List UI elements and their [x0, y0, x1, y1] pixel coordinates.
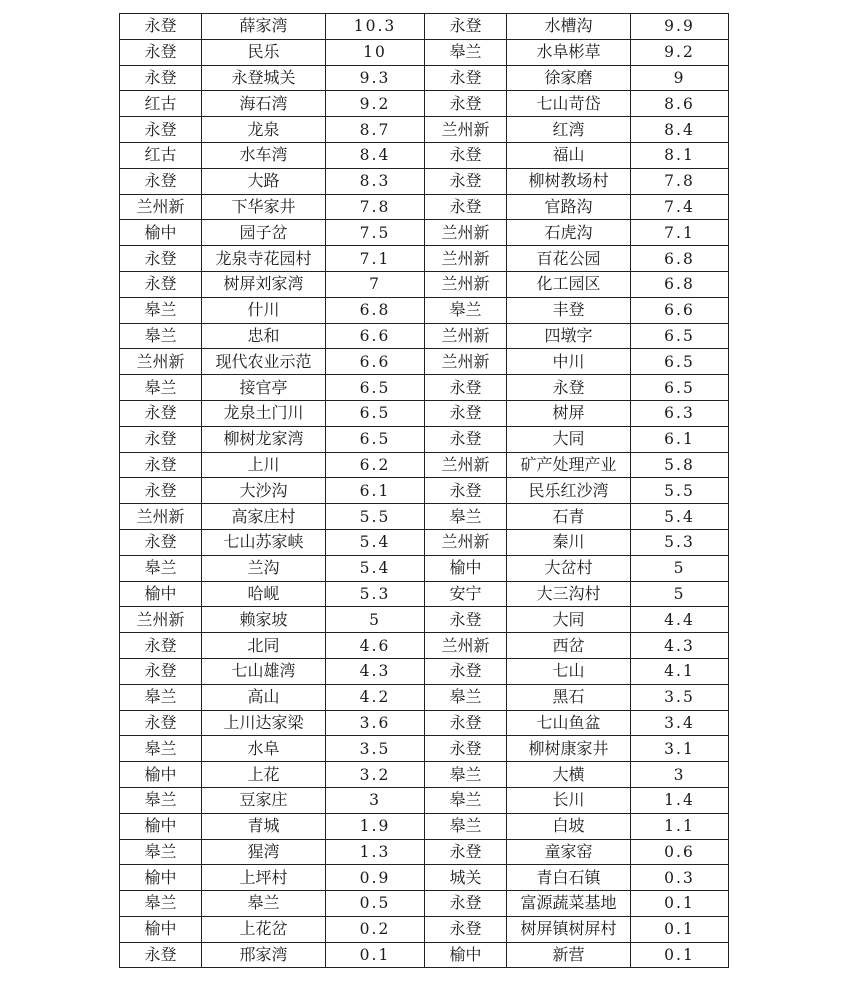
cell-value-right: 3 [631, 762, 729, 788]
cell-site-right: 永登 [507, 375, 631, 401]
cell-district-left: 永登 [120, 246, 202, 272]
cell-value-left: 6.6 [326, 323, 425, 349]
cell-site-left: 上花岔 [202, 916, 326, 942]
table-row [120, 633, 729, 659]
cell-value-right: 6.5 [631, 375, 729, 401]
table-row [120, 555, 729, 581]
cell-site-left: 永登城关 [202, 65, 326, 91]
cell-value-right: 0.1 [631, 891, 729, 917]
cell-district-left: 兰州新 [120, 194, 202, 220]
table-row [120, 117, 729, 143]
cell-site-left: 北同 [202, 633, 326, 659]
cell-value-left: 6.1 [326, 478, 425, 504]
cell-value-right: 0.1 [631, 942, 729, 968]
cell-site-right: 四墩字 [507, 323, 631, 349]
cell-district-left: 永登 [120, 426, 202, 452]
cell-value-right: 1.1 [631, 813, 729, 839]
cell-value-right: 3.1 [631, 736, 729, 762]
table-row [120, 607, 729, 633]
cell-site-left: 接官亭 [202, 375, 326, 401]
cell-value-right: 6.5 [631, 323, 729, 349]
table-row [120, 762, 729, 788]
table-row [120, 65, 729, 91]
cell-district-left: 皋兰 [120, 684, 202, 710]
cell-value-left: 4.6 [326, 633, 425, 659]
cell-site-right: 白坡 [507, 813, 631, 839]
cell-value-left: 7 [326, 271, 425, 297]
cell-site-left: 海石湾 [202, 91, 326, 117]
cell-district-right: 皋兰 [425, 787, 507, 813]
table-row [120, 452, 729, 478]
cell-value-right: 6.3 [631, 400, 729, 426]
cell-site-right: 新营 [507, 942, 631, 968]
cell-site-right: 树屏 [507, 400, 631, 426]
cell-value-left: 6.5 [326, 375, 425, 401]
cell-site-right: 黑石 [507, 684, 631, 710]
cell-district-right: 榆中 [425, 942, 507, 968]
cell-value-left: 3.5 [326, 736, 425, 762]
cell-site-right: 树屏镇树屏村 [507, 916, 631, 942]
cell-site-left: 薛家湾 [202, 14, 326, 40]
cell-district-right: 兰州新 [425, 271, 507, 297]
table-row [120, 426, 729, 452]
cell-site-right: 中川 [507, 349, 631, 375]
cell-value-right: 9 [631, 65, 729, 91]
cell-district-right: 皋兰 [425, 297, 507, 323]
cell-site-left: 上花 [202, 762, 326, 788]
table-body [120, 14, 729, 968]
cell-site-left: 七山雄湾 [202, 658, 326, 684]
cell-site-left: 柳树龙家湾 [202, 426, 326, 452]
cell-value-right: 5.5 [631, 478, 729, 504]
cell-district-right: 皋兰 [425, 504, 507, 530]
table-row [120, 400, 729, 426]
cell-site-right: 大同 [507, 426, 631, 452]
cell-site-right: 富源蔬菜基地 [507, 891, 631, 917]
cell-site-right: 丰登 [507, 297, 631, 323]
cell-site-left: 高家庄村 [202, 504, 326, 530]
cell-value-left: 8.3 [326, 168, 425, 194]
cell-value-right: 0.3 [631, 865, 729, 891]
document-sheet [119, 13, 729, 968]
cell-value-left: 5.4 [326, 555, 425, 581]
cell-value-right: 9.2 [631, 39, 729, 65]
cell-site-left: 龙泉寺花园村 [202, 246, 326, 272]
cell-district-right: 永登 [425, 194, 507, 220]
cell-site-left: 青城 [202, 813, 326, 839]
cell-district-left: 永登 [120, 168, 202, 194]
cell-site-right: 柳树教场村 [507, 168, 631, 194]
cell-district-left: 永登 [120, 400, 202, 426]
table-row [120, 14, 729, 40]
cell-district-right: 安宁 [425, 581, 507, 607]
cell-value-left: 5.3 [326, 581, 425, 607]
cell-value-right: 6.8 [631, 246, 729, 272]
cell-value-right: 5.8 [631, 452, 729, 478]
table-row [120, 684, 729, 710]
cell-site-left: 什川 [202, 297, 326, 323]
cell-value-right: 7.4 [631, 194, 729, 220]
cell-district-left: 永登 [120, 39, 202, 65]
cell-site-left: 猩湾 [202, 839, 326, 865]
cell-site-right: 大横 [507, 762, 631, 788]
cell-value-left: 0.1 [326, 942, 425, 968]
table-row [120, 710, 729, 736]
table-row [120, 865, 729, 891]
cell-district-right: 永登 [425, 607, 507, 633]
cell-value-right: 1.4 [631, 787, 729, 813]
table-row [120, 297, 729, 323]
cell-district-right: 兰州新 [425, 349, 507, 375]
cell-site-right: 七山鱼盆 [507, 710, 631, 736]
cell-site-left: 忠和 [202, 323, 326, 349]
cell-value-left: 5.5 [326, 504, 425, 530]
cell-district-left: 永登 [120, 633, 202, 659]
cell-value-right: 3.5 [631, 684, 729, 710]
cell-site-left: 上川 [202, 452, 326, 478]
table-row [120, 323, 729, 349]
cell-value-right: 4.3 [631, 633, 729, 659]
cell-district-left: 红古 [120, 91, 202, 117]
cell-district-right: 永登 [425, 400, 507, 426]
cell-site-right: 石青 [507, 504, 631, 530]
cell-district-left: 永登 [120, 117, 202, 143]
cell-value-left: 5.4 [326, 529, 425, 555]
cell-site-left: 上川达家梁 [202, 710, 326, 736]
cell-district-left: 永登 [120, 271, 202, 297]
cell-district-right: 皋兰 [425, 684, 507, 710]
cell-site-left: 大路 [202, 168, 326, 194]
cell-district-left: 榆中 [120, 865, 202, 891]
cell-district-left: 榆中 [120, 813, 202, 839]
cell-district-right: 兰州新 [425, 633, 507, 659]
cell-value-right: 8.4 [631, 117, 729, 143]
cell-site-right: 西岔 [507, 633, 631, 659]
cell-district-right: 榆中 [425, 555, 507, 581]
cell-value-left: 6.5 [326, 400, 425, 426]
cell-site-left: 园子岔 [202, 220, 326, 246]
cell-district-right: 兰州新 [425, 246, 507, 272]
cell-district-left: 榆中 [120, 220, 202, 246]
cell-district-left: 永登 [120, 710, 202, 736]
cell-site-left: 大沙沟 [202, 478, 326, 504]
cell-value-right: 5.3 [631, 529, 729, 555]
cell-district-left: 皋兰 [120, 787, 202, 813]
cell-district-right: 兰州新 [425, 529, 507, 555]
cell-district-left: 皋兰 [120, 297, 202, 323]
cell-value-right: 6.6 [631, 297, 729, 323]
cell-site-left: 现代农业示范 [202, 349, 326, 375]
cell-district-right: 永登 [425, 168, 507, 194]
cell-site-right: 大同 [507, 607, 631, 633]
cell-value-left: 1.3 [326, 839, 425, 865]
cell-site-right: 民乐红沙湾 [507, 478, 631, 504]
cell-district-right: 永登 [425, 891, 507, 917]
cell-district-right: 永登 [425, 65, 507, 91]
cell-site-right: 矿产处理产业 [507, 452, 631, 478]
table-row [120, 839, 729, 865]
cell-site-right: 水阜彬草 [507, 39, 631, 65]
cell-value-left: 5 [326, 607, 425, 633]
cell-district-right: 皋兰 [425, 813, 507, 839]
cell-value-right: 8.6 [631, 91, 729, 117]
cell-district-left: 永登 [120, 65, 202, 91]
cell-value-left: 7.8 [326, 194, 425, 220]
cell-district-left: 兰州新 [120, 607, 202, 633]
table-row [120, 504, 729, 530]
cell-site-left: 皋兰 [202, 891, 326, 917]
cell-district-left: 永登 [120, 658, 202, 684]
cell-value-right: 3.4 [631, 710, 729, 736]
cell-site-left: 龙泉土门川 [202, 400, 326, 426]
cell-district-right: 城关 [425, 865, 507, 891]
cell-value-left: 3.2 [326, 762, 425, 788]
cell-site-right: 大岔村 [507, 555, 631, 581]
cell-site-right: 官路沟 [507, 194, 631, 220]
table-row [120, 529, 729, 555]
cell-value-right: 5 [631, 581, 729, 607]
cell-site-left: 赖家坡 [202, 607, 326, 633]
cell-value-left: 0.9 [326, 865, 425, 891]
cell-site-right: 化工园区 [507, 271, 631, 297]
cell-site-right: 青白石镇 [507, 865, 631, 891]
cell-site-left: 高山 [202, 684, 326, 710]
cell-district-right: 皋兰 [425, 762, 507, 788]
table-row [120, 787, 729, 813]
table-row [120, 271, 729, 297]
table-row [120, 91, 729, 117]
cell-site-right: 七山苛岱 [507, 91, 631, 117]
cell-value-left: 9.3 [326, 65, 425, 91]
cell-district-right: 永登 [425, 142, 507, 168]
table-row [120, 39, 729, 65]
cell-value-right: 6.5 [631, 349, 729, 375]
table-row [120, 220, 729, 246]
table-row [120, 916, 729, 942]
cell-value-right: 7.1 [631, 220, 729, 246]
cell-district-left: 榆中 [120, 581, 202, 607]
cell-district-left: 榆中 [120, 762, 202, 788]
cell-value-left: 8.7 [326, 117, 425, 143]
cell-district-right: 永登 [425, 916, 507, 942]
cell-value-right: 5 [631, 555, 729, 581]
cell-district-left: 皋兰 [120, 555, 202, 581]
cell-district-right: 永登 [425, 426, 507, 452]
cell-value-left: 10.3 [326, 14, 425, 40]
cell-district-right: 兰州新 [425, 452, 507, 478]
cell-district-left: 红古 [120, 142, 202, 168]
cell-site-left: 龙泉 [202, 117, 326, 143]
cell-site-right: 石虎沟 [507, 220, 631, 246]
cell-value-left: 4.3 [326, 658, 425, 684]
cell-value-right: 9.9 [631, 14, 729, 40]
table-row [120, 194, 729, 220]
cell-district-right: 永登 [425, 91, 507, 117]
cell-district-right: 永登 [425, 14, 507, 40]
cell-value-left: 7.5 [326, 220, 425, 246]
cell-value-right: 0.1 [631, 916, 729, 942]
cell-value-right: 6.1 [631, 426, 729, 452]
cell-value-left: 3 [326, 787, 425, 813]
cell-site-left: 树屏刘家湾 [202, 271, 326, 297]
cell-value-right: 4.4 [631, 607, 729, 633]
cell-value-right: 6.8 [631, 271, 729, 297]
cell-district-right: 皋兰 [425, 39, 507, 65]
cell-district-right: 永登 [425, 736, 507, 762]
cell-value-left: 6.6 [326, 349, 425, 375]
cell-site-left: 邢家湾 [202, 942, 326, 968]
cell-value-left: 3.6 [326, 710, 425, 736]
table-row [120, 349, 729, 375]
cell-value-left: 6.8 [326, 297, 425, 323]
table-row [120, 581, 729, 607]
cell-site-left: 哈岘 [202, 581, 326, 607]
cell-value-right: 4.1 [631, 658, 729, 684]
table-row [120, 375, 729, 401]
cell-district-right: 永登 [425, 375, 507, 401]
cell-value-left: 4.2 [326, 684, 425, 710]
cell-value-left: 8.4 [326, 142, 425, 168]
cell-site-left: 水车湾 [202, 142, 326, 168]
table-row [120, 478, 729, 504]
cell-district-left: 永登 [120, 478, 202, 504]
cell-district-left: 永登 [120, 452, 202, 478]
table-row [120, 891, 729, 917]
cell-value-left: 1.9 [326, 813, 425, 839]
cell-site-right: 红湾 [507, 117, 631, 143]
cell-site-left: 兰沟 [202, 555, 326, 581]
cell-district-left: 皋兰 [120, 736, 202, 762]
cell-site-left: 豆家庄 [202, 787, 326, 813]
cell-value-left: 0.2 [326, 916, 425, 942]
table-row [120, 942, 729, 968]
cell-district-left: 皋兰 [120, 839, 202, 865]
cell-district-left: 皋兰 [120, 891, 202, 917]
cell-value-right: 5.4 [631, 504, 729, 530]
cell-value-left: 6.5 [326, 426, 425, 452]
cell-district-right: 兰州新 [425, 323, 507, 349]
cell-district-right: 永登 [425, 839, 507, 865]
cell-site-left: 民乐 [202, 39, 326, 65]
cell-site-left: 下华家井 [202, 194, 326, 220]
cell-district-left: 榆中 [120, 916, 202, 942]
cell-value-left: 6.2 [326, 452, 425, 478]
cell-value-right: 0.6 [631, 839, 729, 865]
cell-site-right: 七山 [507, 658, 631, 684]
table-row [120, 246, 729, 272]
cell-site-left: 水阜 [202, 736, 326, 762]
cell-site-right: 长川 [507, 787, 631, 813]
cell-value-right: 7.8 [631, 168, 729, 194]
cell-value-left: 10 [326, 39, 425, 65]
cell-site-right: 百花公园 [507, 246, 631, 272]
cell-site-right: 徐家磨 [507, 65, 631, 91]
table-row [120, 736, 729, 762]
cell-district-left: 永登 [120, 942, 202, 968]
cell-site-right: 柳树康家井 [507, 736, 631, 762]
cell-district-right: 兰州新 [425, 220, 507, 246]
cell-district-left: 永登 [120, 14, 202, 40]
cell-district-right: 永登 [425, 658, 507, 684]
cell-site-right: 童家窑 [507, 839, 631, 865]
table-row [120, 168, 729, 194]
table-row [120, 658, 729, 684]
cell-value-left: 0.5 [326, 891, 425, 917]
cell-district-right: 兰州新 [425, 117, 507, 143]
cell-value-left: 7.1 [326, 246, 425, 272]
cell-district-left: 永登 [120, 529, 202, 555]
cell-district-left: 兰州新 [120, 504, 202, 530]
cell-district-left: 皋兰 [120, 323, 202, 349]
cell-district-right: 永登 [425, 478, 507, 504]
rainfall-table [119, 13, 729, 968]
cell-district-left: 兰州新 [120, 349, 202, 375]
cell-site-right: 秦川 [507, 529, 631, 555]
cell-site-right: 大三沟村 [507, 581, 631, 607]
table-row [120, 142, 729, 168]
cell-site-right: 水槽沟 [507, 14, 631, 40]
cell-site-left: 上坪村 [202, 865, 326, 891]
cell-site-right: 福山 [507, 142, 631, 168]
cell-value-left: 9.2 [326, 91, 425, 117]
table-row [120, 813, 729, 839]
cell-site-left: 七山苏家峡 [202, 529, 326, 555]
cell-value-right: 8.1 [631, 142, 729, 168]
cell-district-right: 永登 [425, 710, 507, 736]
cell-district-left: 皋兰 [120, 375, 202, 401]
